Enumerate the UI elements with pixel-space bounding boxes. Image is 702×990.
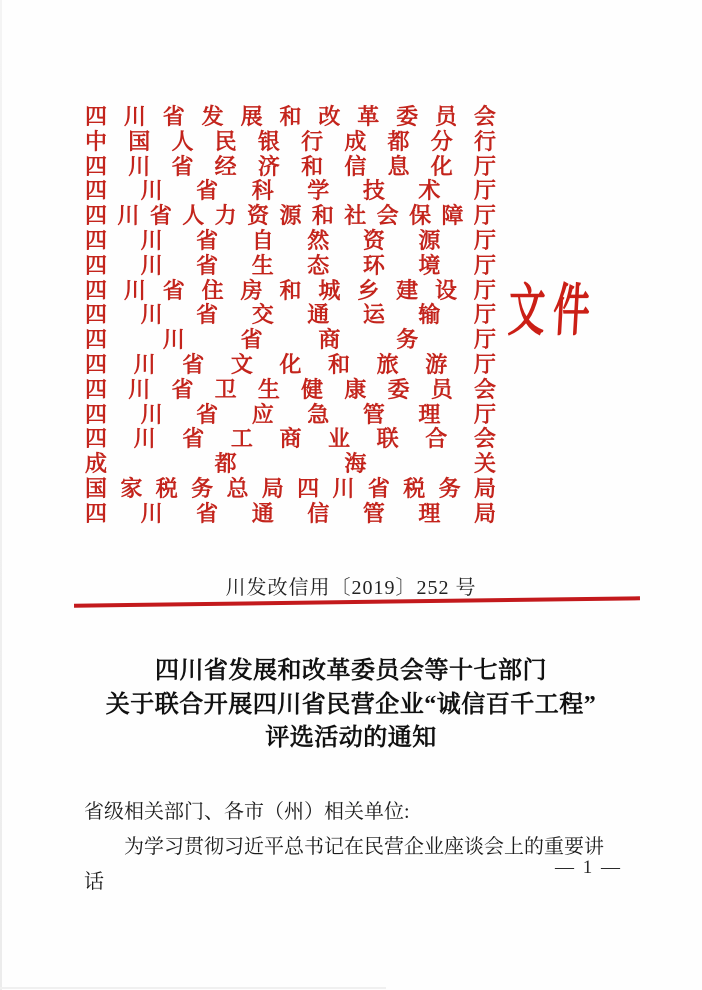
department-char: 文 [230,351,253,377]
department-char: 委 [396,104,419,129]
department-row [85,155,496,180]
department-char: 厅 [473,252,496,278]
department-char: 联 [376,426,399,452]
department-char: 局 [261,475,284,501]
department-char: 川 [140,178,163,204]
department-char: 省 [162,104,185,129]
department-char: 四 [85,401,108,427]
department-char: 员 [435,104,458,129]
department-char: 国 [128,128,151,154]
department-char: 建 [396,277,419,303]
department-char: 川 [117,203,140,229]
department-char: 省 [196,252,219,278]
department-char: 资 [362,227,385,253]
department-char: 生 [251,252,274,278]
department-char: 息 [387,153,410,179]
department-char: 都 [387,128,410,154]
document-mark: 文件 [506,280,600,343]
department-char: 源 [418,227,441,253]
department-row [85,502,496,527]
department-char: 省 [196,227,219,253]
department-char: 银 [257,128,280,154]
department-char: 川 [140,401,163,427]
department-char: 四 [85,351,108,377]
department-char: 境 [418,252,441,278]
department-char: 省 [240,327,263,353]
department-char: 四 [85,500,108,526]
department-char: 川 [332,475,355,501]
department-char: 化 [279,351,302,377]
department-char: 局 [473,475,496,501]
department-char: 关 [473,451,496,477]
department-char: 化 [430,153,453,179]
department-char: 设 [435,277,458,303]
department-char: 术 [418,178,441,204]
document-number: 川发改信用〔2019〕252 号 [225,577,477,599]
department-char: 人 [171,128,194,154]
department-char: 力 [214,203,237,229]
department-row [85,130,496,155]
department-char: 省 [171,153,194,179]
department-row [85,477,496,502]
department-char: 源 [279,203,302,229]
department-row [85,378,496,403]
department-char: 会 [473,104,496,129]
department-char: 务 [191,475,214,501]
department-char: 省 [196,178,219,204]
page-number: — 1 — [555,857,622,878]
department-char: 四 [85,227,108,253]
department-char: 厅 [473,351,496,377]
department-char: 社 [344,203,367,229]
department-char: 厅 [473,227,496,253]
department-char: 乡 [357,277,380,303]
department-char: 厅 [473,178,496,204]
department-char: 健 [301,376,324,402]
department-char: 保 [409,203,432,229]
department-char: 省 [196,302,219,328]
department-char: 房 [240,277,263,303]
department-char: 输 [418,302,441,328]
department-char: 管 [362,500,385,526]
department-row [85,279,496,304]
department-char: 旅 [376,351,399,377]
department-char: 川 [128,153,151,179]
scan-edge-left [0,0,2,990]
department-char: 省 [196,500,219,526]
department-list [85,105,496,527]
department-char: 和 [279,104,302,129]
department-char: 省 [182,351,205,377]
department-char: 省 [149,203,172,229]
department-char: 城 [318,277,341,303]
department-char: 总 [226,475,249,501]
department-char: 局 [473,500,496,526]
title-line-3: 评选活动的通知 [265,725,437,751]
department-char: 省 [171,376,194,402]
department-char: 卫 [214,376,237,402]
salutation-line: 省级相关部门、各市（州）相关单位: [84,801,410,823]
department-char: 四 [85,252,108,278]
department-char: 科 [251,178,274,204]
department-char: 厅 [473,327,496,353]
department-char: 四 [85,426,108,452]
department-char: 员 [430,376,453,402]
department-char: 税 [403,475,426,501]
department-char: 川 [133,351,156,377]
department-char: 自 [251,227,274,253]
scan-edge-bottom [0,987,386,989]
department-char: 信 [344,153,367,179]
department-char: 改 [318,104,341,129]
department-char: 务 [438,475,461,501]
title-line-1: 四川省发展和改革委员会等十七部门 [155,658,547,684]
department-char: 信 [307,500,330,526]
department-char: 川 [123,104,146,129]
department-row [85,204,496,229]
department-char: 急 [307,401,330,427]
department-char: 川 [140,252,163,278]
document-title [0,655,702,756]
body-paragraph-line: 为学习贯彻习近平总书记在民营企业座谈会上的重要讲话 [84,836,604,893]
department-char: 技 [362,178,385,204]
department-char: 务 [396,327,419,353]
department-row [85,353,496,378]
department-char: 委 [387,376,410,402]
department-char: 资 [247,203,270,229]
department-char: 和 [301,153,324,179]
department-char: 四 [85,376,108,402]
department-char: 厅 [473,401,496,427]
department-row [85,254,496,279]
department-char: 合 [425,426,448,452]
department-char: 厅 [473,153,496,179]
department-char: 通 [307,302,330,328]
department-row [85,403,496,428]
department-char: 民 [214,128,237,154]
department-char: 商 [279,426,302,452]
department-char: 成 [344,128,367,154]
department-row [85,105,496,130]
department-char: 省 [367,475,390,501]
department-char: 会 [473,376,496,402]
department-char: 学 [307,178,330,204]
department-char: 工 [230,426,253,452]
department-char: 济 [257,153,280,179]
department-char: 康 [344,376,367,402]
department-char: 应 [251,401,274,427]
department-char: 厅 [473,203,496,229]
department-char: 国 [85,475,108,501]
department-char: 中 [85,128,108,154]
department-char: 管 [362,401,385,427]
department-char: 川 [140,302,163,328]
department-row [85,229,496,254]
department-char: 税 [155,475,178,501]
department-char: 省 [196,401,219,427]
department-char: 家 [120,475,143,501]
department-char: 和 [328,351,351,377]
department-char: 理 [418,500,441,526]
department-char: 会 [473,426,496,452]
department-row [85,303,496,328]
department-char: 通 [251,500,274,526]
department-char: 四 [85,203,108,229]
department-char: 都 [214,451,237,477]
department-char: 厅 [473,277,496,303]
department-char: 运 [362,302,385,328]
department-char: 四 [85,327,108,353]
department-char: 展 [240,104,263,129]
department-char: 分 [430,128,453,154]
department-char: 四 [85,178,108,204]
department-char: 川 [140,500,163,526]
department-char: 人 [182,203,205,229]
department-char: 经 [214,153,237,179]
department-char: 四 [85,104,108,129]
department-char: 四 [297,475,320,501]
department-char: 和 [311,203,334,229]
department-char: 和 [279,277,302,303]
department-char: 省 [182,426,205,452]
department-char: 行 [473,128,496,154]
department-row [85,452,496,477]
department-char: 川 [123,277,146,303]
department-char: 游 [425,351,448,377]
department-char: 成 [85,451,108,477]
department-char: 川 [140,227,163,253]
department-char: 四 [85,277,108,303]
document-body [84,795,614,900]
department-row [85,328,496,353]
department-char: 四 [85,153,108,179]
department-char: 业 [328,426,351,452]
department-char: 然 [307,227,330,253]
department-char: 川 [128,376,151,402]
department-char: 厅 [473,302,496,328]
department-char: 川 [162,327,185,353]
department-char: 环 [362,252,385,278]
department-char: 行 [301,128,324,154]
department-char: 住 [201,277,224,303]
department-char: 省 [162,277,185,303]
department-char: 交 [251,302,274,328]
department-char: 态 [307,252,330,278]
title-line-2: 关于联合开展四川省民营企业“诚信百千工程” [105,691,597,718]
department-row [85,427,496,452]
department-char: 商 [318,327,341,353]
department-char: 障 [441,203,464,229]
department-char: 川 [133,426,156,452]
department-char: 会 [376,203,399,229]
department-char: 四 [85,302,108,328]
department-row [85,179,496,204]
department-char: 生 [257,376,280,402]
department-char: 海 [344,451,367,477]
department-char: 发 [201,104,224,129]
department-char: 理 [418,401,441,427]
department-char: 革 [357,104,380,129]
